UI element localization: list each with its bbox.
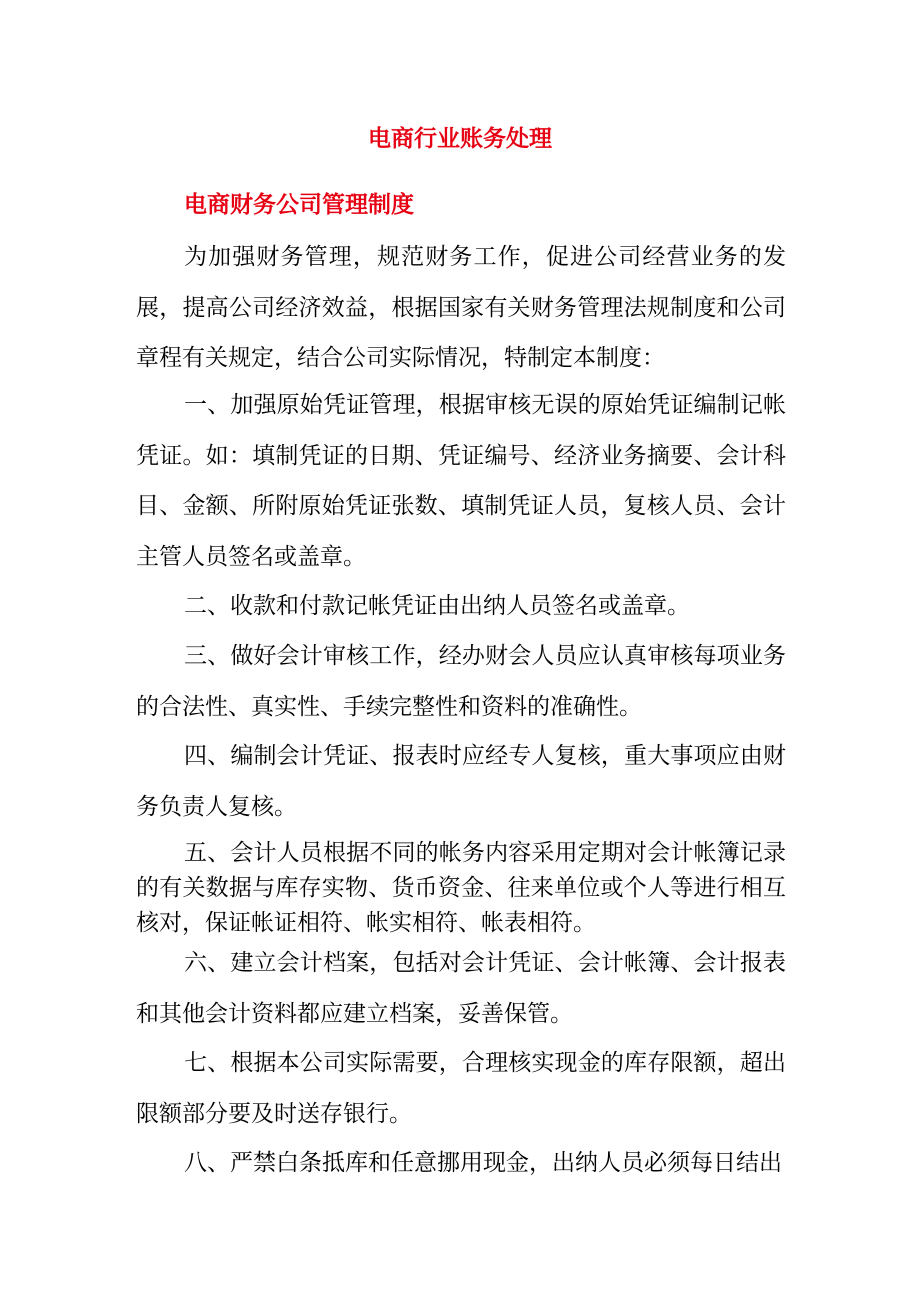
paragraph-item-4: 四、编制会计凭证、报表时应经专人复核，重大事项应由财务负责人复核。 bbox=[136, 743, 786, 820]
paragraph-item-7: 七、根据本公司实际需要，合理核实现金的库存限额，超出限额部分要及时送存银行。 bbox=[136, 1050, 786, 1127]
paragraph-item-3: 三、做好会计审核工作，经办财会人员应认真审核每项业务的合法性、真实性、手续完整性和资料的准确性。 bbox=[136, 643, 786, 720]
paragraph-item-8: 八、严禁白条抵库和任意挪用现金，出纳人员必须每日结出 bbox=[184, 1150, 782, 1176]
paragraph-intro: 为加强财务管理，规范财务工作，促进公司经营业务的发展，提高公司经济效益，根据国家有关财务管理法规制度和公司章程有关规定，结合公司实际情况，特制定本制度： bbox=[136, 244, 786, 371]
document-title: 电商行业账务处理 bbox=[368, 126, 552, 152]
paragraph-item-1: 一、加强原始凭证管理，根据审核无误的原始凭证编制记帐凭证。如：填制凭证的日期、凭证编号、经济业务摘要、会计科目、金额、所附原始凭证张数、填制凭证人员，复核人员、会计主管人员签名或盖章。 bbox=[136, 392, 786, 570]
paragraph-item-2: 二、收款和付款记帐凭证由出纳人员签名或盖章。 bbox=[184, 593, 690, 619]
paragraph-item-5: 五、会计人员根据不同的帐务内容采用定期对会计帐簿记录的有关数据与库存实物、货币资金、往来单位或个人等进行相互核对，保证帐证相符、帐实相符、帐表相符。 bbox=[136, 840, 786, 936]
section-heading: 电商财务公司管理制度 bbox=[184, 192, 414, 218]
paragraph-item-6: 六、建立会计档案，包括对会计凭证、会计帐簿、会计报表和其他会计资料都应建立档案，妥善保管。 bbox=[136, 950, 786, 1027]
